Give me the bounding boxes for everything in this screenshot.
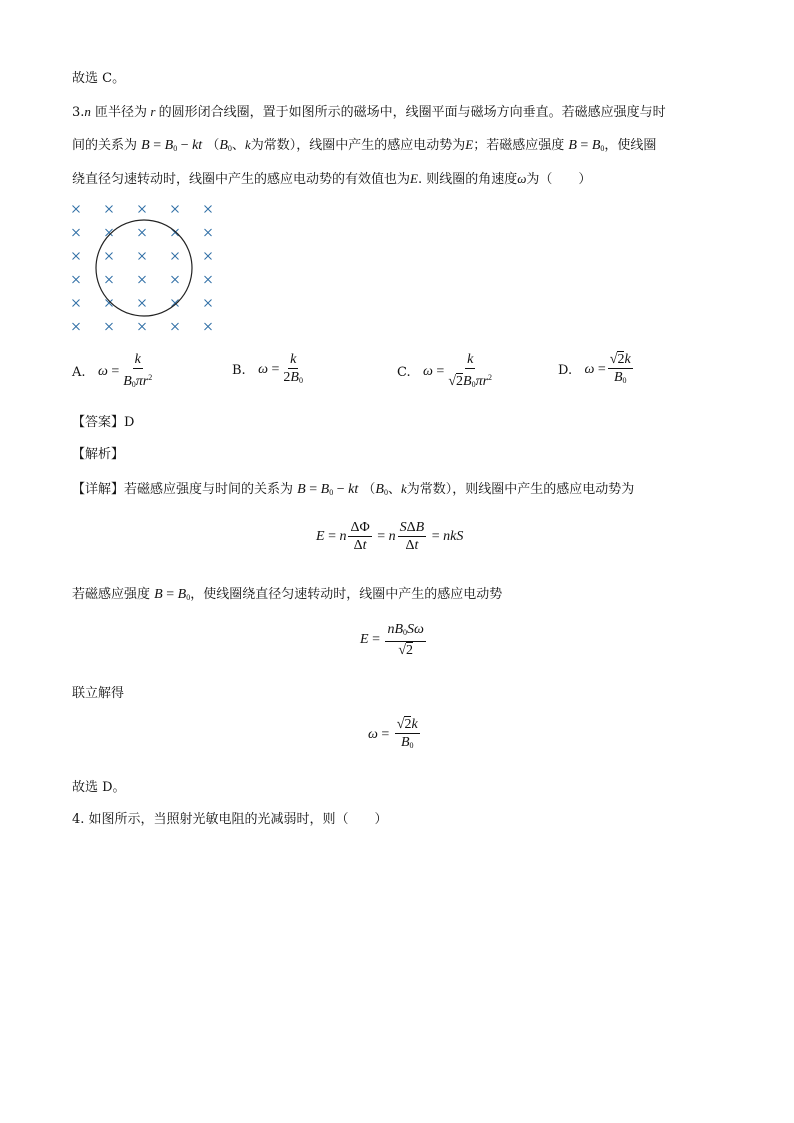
field-cross-icon [172,253,179,260]
field-cross-icon [73,206,80,213]
analysis-tag: 【解析】 [72,447,125,462]
answer-line [72,411,134,430]
field-cross-icon [139,206,146,213]
field-cross-icon [73,253,80,260]
field-cross-icon [205,206,212,213]
field-cross-icon [172,323,179,330]
field-cross-icon [73,229,80,236]
field-cross-icon [139,229,146,236]
field-cross-icon [139,323,146,330]
q4-line [72,808,388,827]
detail-line: 【详解】若磁感应强度与时间的关系为 $B = B_0$ − kt （$B_0$、k为常数），则线圈中产生的感应电动势为 [72,481,635,497]
q3-line-2: 间的关系为 $B = B_0$ − kt （$B_0$、k为常数），线圈中产生的感应电动势为E；若磁感应强度 $B = B_0$，使线圈 [72,137,657,153]
rotate-line: 若磁感应强度 $B = B_0$，使线圈绕直径匀速转动时，线圈中产生的感应电动势 [72,587,503,602]
q4-text: 如图所示，当照射光敏电阻的光减弱时，则（ ） [88,812,388,827]
q3-line-3: 绕直径匀速转动时，线圈中产生的感应电动势的有效值也为E. 则线圈的角速度ω为（ ） [72,171,592,187]
q3-line-1: 3.n 匝半径为 r 的圆形闭合线圈，置于如图所示的磁场中，线圈平面与磁场方向垂直。若磁感应强度与时 [72,104,666,120]
q4-number: 4. [72,812,85,827]
option-a[interactable]: A. ω = $\frac{k}{B_0\pi r^2}$ [72,352,153,389]
field-cross-icon [73,323,80,330]
field-cross-icon [139,276,146,283]
prev-conclusion: 故选 C。 [72,71,126,86]
field-cross-icon [172,206,179,213]
field-cross-icon [205,323,212,330]
option-d[interactable]: D. ω = $\frac{√2k}{B_0}$ [558,352,631,385]
field-crosses [73,206,212,331]
answer-value: D [124,415,135,430]
field-cross-icon [205,229,212,236]
field-cross-icon [106,323,113,330]
field-cross-icon [172,276,179,283]
magnetic-field-figure [64,200,224,340]
field-cross-icon [139,300,146,307]
answer-tag: 【答案】 [72,415,125,430]
combine-label: 联立解得 [72,686,125,701]
equation-emf-transformer: E = n $\frac{\Delta\Phi}{\Delta t}$ = n $\frac{\text{SΔB}}{\Delta t}$ = nkS [316,520,464,553]
field-cross-icon [106,276,113,283]
field-cross-icon [205,276,212,283]
option-b[interactable]: B. ω = $\frac{k}{2B_0}$ [232,352,303,385]
field-cross-icon [106,253,113,260]
field-cross-icon [73,300,80,307]
q3-number: 3. [72,105,85,120]
equation-omega: ω = $\frac{√2k}{B_0}$ [368,717,418,750]
option-c[interactable]: C. ω = $\frac{k}{√2B_0\pi r^2}$ [397,352,493,389]
q3-conclusion: 故选 D。 [72,780,126,795]
field-cross-icon [73,276,80,283]
field-cross-icon [106,206,113,213]
field-cross-icon [139,253,146,260]
field-cross-icon [205,253,212,260]
detail-tag: 【详解】 [72,482,125,497]
equation-emf-rotation: E = $\frac{nB_0S\omega}{√2}$ [360,622,424,658]
field-cross-icon [205,300,212,307]
